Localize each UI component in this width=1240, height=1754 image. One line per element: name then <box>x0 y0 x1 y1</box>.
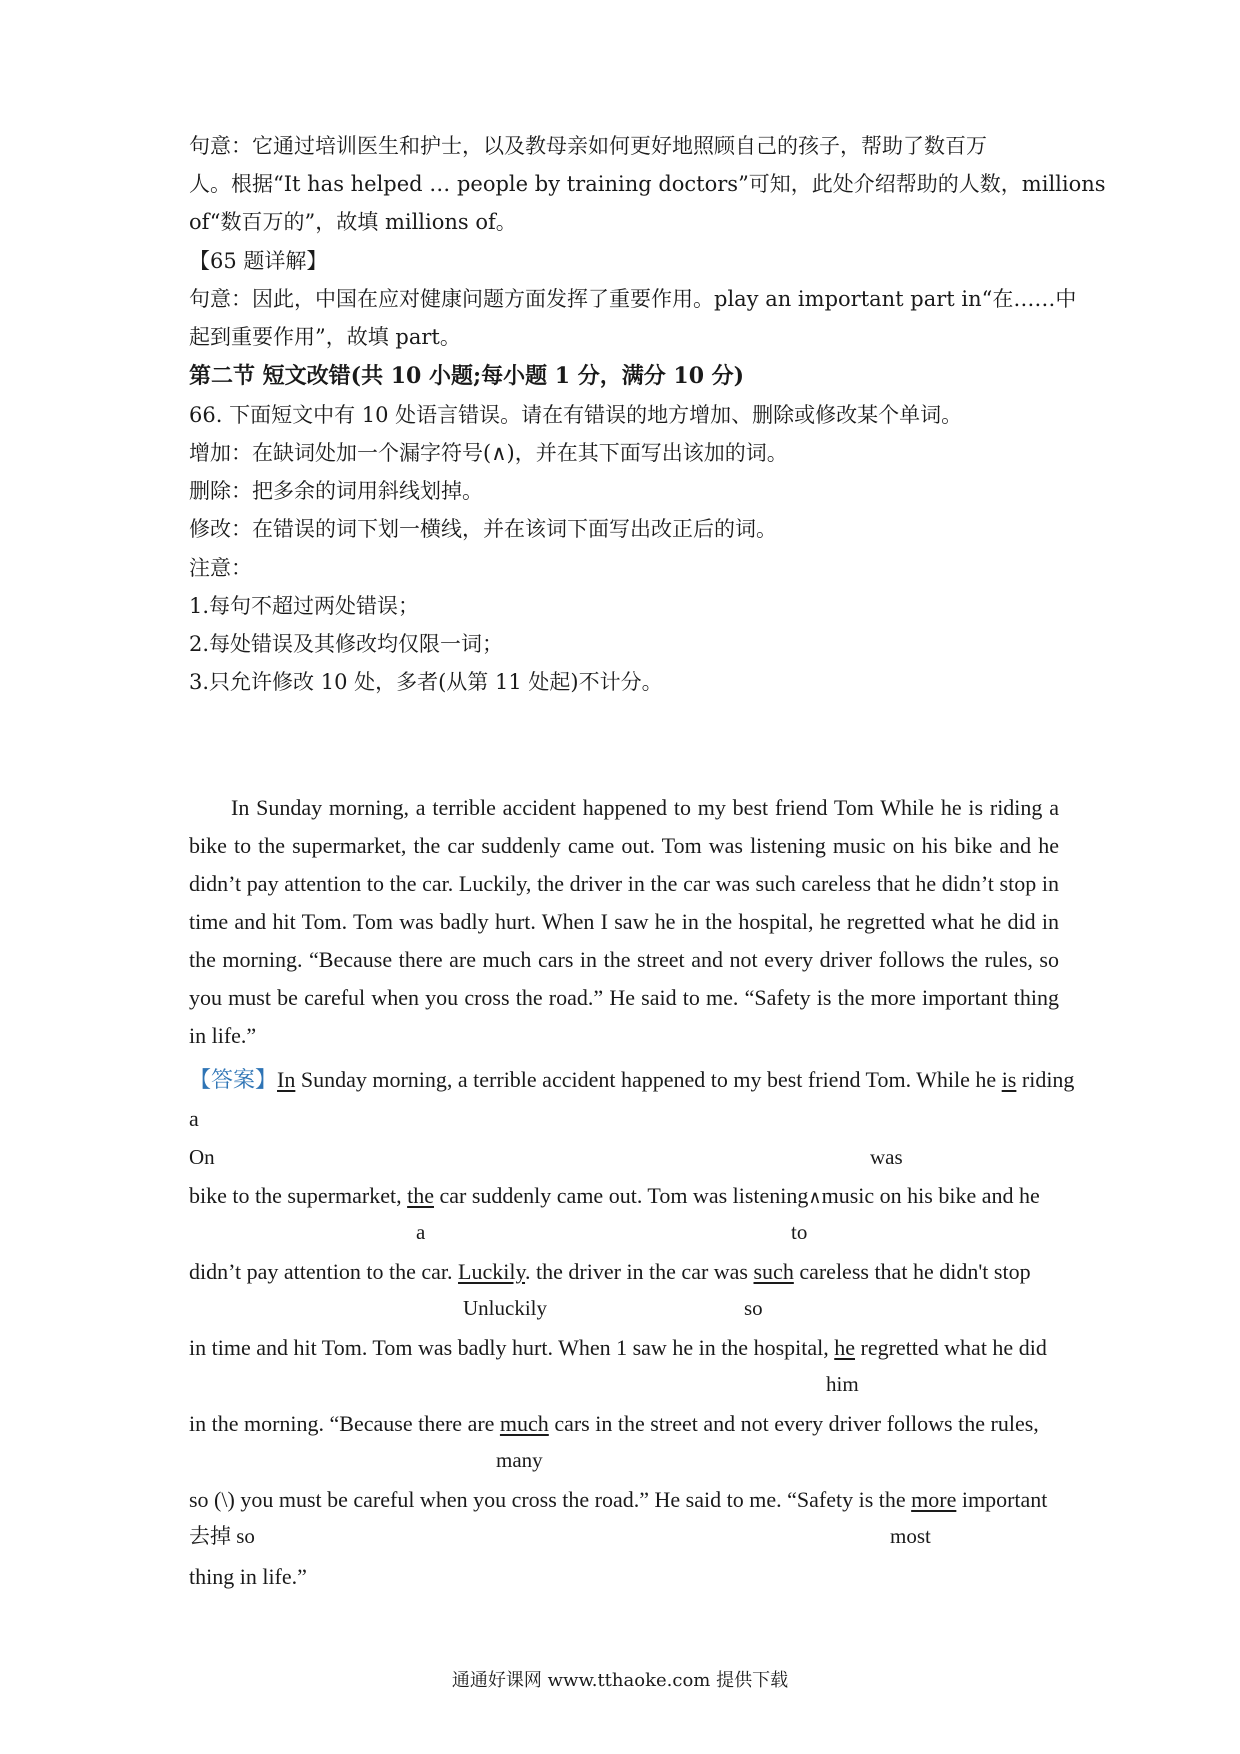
correction-to: to <box>791 1220 808 1244</box>
modify-rule: 修改：在错误的词下划一横线，并在该词下面写出改正后的词。 <box>189 517 777 541</box>
correction-him: him <box>826 1372 859 1396</box>
q65-line-2: 起到重要作用”，故填 part。 <box>189 325 461 349</box>
answer-line-2 <box>189 1181 1040 1213</box>
error-word: more <box>911 1487 957 1512</box>
answer-text: riding <box>1016 1067 1075 1092</box>
answer-text: important <box>956 1487 1048 1512</box>
answer-line-5 <box>189 1409 1039 1439</box>
error-word: such <box>753 1259 794 1284</box>
q66-instruction: 66. 下面短文中有 10 处语言错误。请在有错误的地方增加、删除或修改某个单词。 <box>189 403 963 427</box>
note-1: 1.每句不超过两处错误； <box>189 594 420 618</box>
note-title: 注意： <box>189 556 252 580</box>
answer-text: music on his bike and he <box>821 1183 1040 1208</box>
answer-text: in the morning. “Because there are <box>189 1411 500 1436</box>
answer-text: regretted what he did <box>855 1335 1047 1360</box>
answer-text: in time and hit Tom. Tom was badly hurt. When 1 saw he in the hospital, <box>189 1335 835 1360</box>
explanation-line-2: 人。根据“It has helped … people by training doctors”可知，此处介绍帮助的人数，millions <box>189 172 1106 196</box>
correction-on: On <box>189 1145 215 1169</box>
correction-so: so <box>744 1296 763 1320</box>
correction-most: most <box>890 1524 931 1548</box>
delete-rule: 删除：把多余的词用斜线划掉。 <box>189 479 483 503</box>
passage-text: In Sunday morning, a terrible accident happened to my best friend Tom While he is riding a bike to the supermarket, the car suddenly came out. Tom was listening music on his bike and he didn’t pay attention to the car. Luckily, the driver in the car was such careless that he didn’t stop in time and hit Tom. Tom was badly hurt. When I saw he in the hospital, he regretted what he did in the morning. “Because there are much cars in the street and not every driver follows the rules, so you must be careful when you cross the road.” He said to me. “Safety is the more important thing in life.” <box>189 795 1059 1048</box>
error-word: Luckily <box>458 1259 526 1284</box>
answer-text: cars in the street and not every driver follows the rules, <box>548 1411 1039 1436</box>
error-word: the <box>407 1183 434 1208</box>
answer-line-3 <box>189 1257 1031 1287</box>
answer-line-4 <box>189 1333 1047 1363</box>
answer-line-1 <box>189 1065 1074 1095</box>
answer-text: Sunday morning, a terrible accident happened to my best friend Tom. While he <box>295 1067 1002 1092</box>
answer-text: car suddenly came out. Tom was listening <box>434 1183 809 1208</box>
q65-title: 【65 题详解】 <box>189 249 328 273</box>
explanation-line-1: 句意：它通过培训医生和护士，以及教母亲如何更好地照顾自己的孩子，帮助了数百万 <box>189 134 987 158</box>
error-word: In <box>277 1067 296 1092</box>
error-word: is <box>1001 1067 1017 1092</box>
error-word: he <box>834 1335 855 1360</box>
section-heading: 第二节 短文改错(共 10 小题;每小题 1 分，满分 10 分) <box>189 363 745 389</box>
insert-caret-icon: ∧ <box>808 1187 822 1208</box>
add-rule: 增加：在缺词处加一个漏字符号(∧)，并在其下面写出该加的词。 <box>189 441 788 465</box>
explanation-line-3: of“数百万的”，故填 millions of。 <box>189 210 517 234</box>
answer-line-6 <box>189 1485 1047 1515</box>
correction-delete-so: 去掉 so <box>189 1524 255 1548</box>
page-footer: 通通好课网 www.tthaoke.com 提供下载 <box>451 1670 789 1691</box>
correction-many: many <box>496 1448 543 1472</box>
correction-a: a <box>416 1220 426 1244</box>
answer-text: . the driver in the car was <box>525 1259 754 1284</box>
answer-text: careless that he didn't stop <box>793 1259 1031 1284</box>
answer-text: bike to the supermarket, <box>189 1183 408 1208</box>
q65-line-1: 句意：因此，中国在应对健康问题方面发挥了重要作用。play an important part in“在……中 <box>189 287 1077 311</box>
answer-line-7: thing in life.” <box>189 1564 307 1589</box>
answer-tag: 【答案】 <box>189 1067 278 1092</box>
correction-unluckily: Unluckily <box>463 1296 547 1320</box>
answer-line-1b: a <box>189 1106 199 1131</box>
note-3: 3.只允许修改 10 处，多者(从第 11 处起)不计分。 <box>189 670 663 694</box>
answer-text: so (\) you must be careful when you cross the road.” He said to me. “Safety is the <box>189 1487 912 1512</box>
answer-text: didn’t pay attention to the car. <box>189 1259 459 1284</box>
note-2: 2.每处错误及其修改均仅限一词； <box>189 632 504 656</box>
error-word: much <box>499 1411 549 1436</box>
correction-was: was <box>870 1145 903 1169</box>
